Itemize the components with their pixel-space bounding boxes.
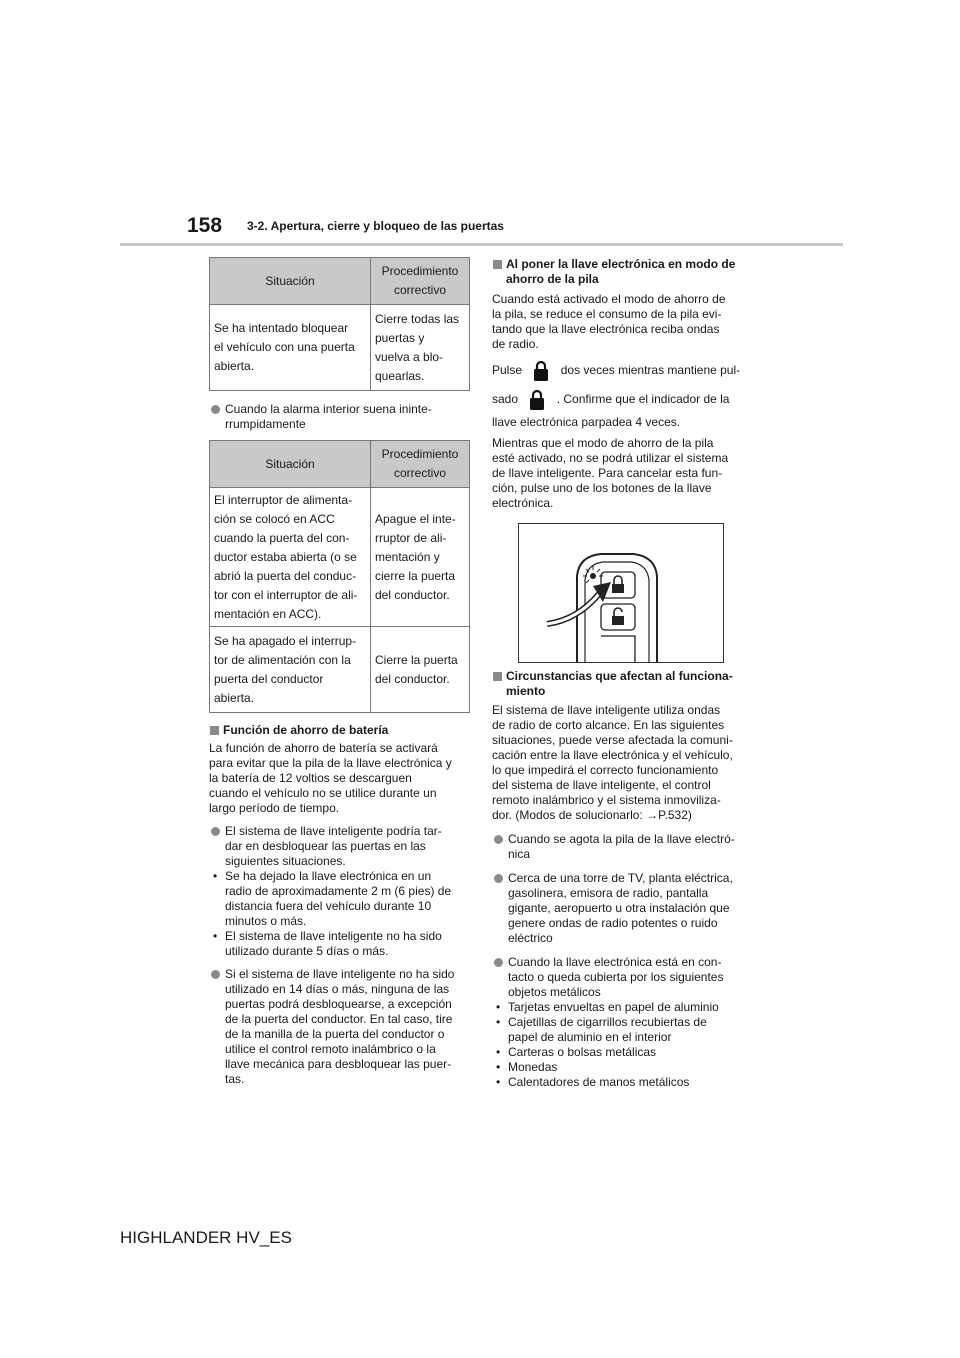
table-cell-situation: Se ha apagado el interrup- tor de alimentación con la puerta del conductor abierta. [210,627,371,713]
list-item: • Cajetillas de cigarrillos recubiertas de papel de aluminio en el interior [496,1014,707,1044]
bullet-dot-icon [494,874,503,883]
list-item: • Calentadores de manos metálicos [496,1074,690,1089]
bullet-dot-icon [211,405,220,414]
table-cell-procedure: Apague el inte- rruptor de ali- mentación y cierre la puerta del conductor. [371,488,470,627]
radio-interference-bullet: Cerca de una torre de TV, planta eléctrica, gasolinera, emisora de radio, pantalla gigante, aeropuerto u otra instalación que genere ondas de radio potentes o ruido eléctrico [492,871,754,946]
section-square-icon [210,726,219,735]
table-header-situation: Situación [210,441,371,488]
lock-button-icon [527,388,547,412]
battery-saving-intro: La función de ahorro de batería se activará para evitar que la pila de la llave electrónica y la batería de 12 voltios se descarguen cuando el vehículo no se utilice durante un largo período de tiempo. [209,741,452,815]
table-row [210,488,470,627]
bullet-dot-icon [494,958,503,967]
alarm-situation-table [209,440,470,713]
list-item: • Tarjetas envueltas en papel de aluminio [496,999,719,1014]
battery-saving-bullet: El sistema de llave inteligente podría tar- dar en desbloquear las puertas en las siguientes situaciones. [209,824,470,869]
lock-button-icon [531,359,551,383]
table-header-situation: Situación [210,258,371,305]
header-divider [120,243,843,246]
circumstances-heading: Circunstancias que afectan al funciona- miento [492,669,754,699]
unused-system-bullet: Si el sistema de llave inteligente no ha sido utilizado en 14 días o más, ninguna de las puertas podrá desbloquearse, a excepción de la puerta del conductor. En tal caso, tire de la manilla de la puerta del conductor o utilice el control remoto inalámbrico o la llave mecánica para desbloquear las puer- tas. [209,967,470,1087]
lock-situation-table [209,257,470,391]
pulse-instruction: Pulse dos veces mientras mantiene pul- [492,358,754,383]
list-item: • El sistema de llave inteligente no ha sido utilizado durante 5 días o más. [213,929,442,958]
right-column [492,257,754,1090]
table-header-procedure: Procedimiento correctivo [371,258,470,305]
table-cell-procedure: Cierre todas las puertas y vuelva a blo- quearlas. [371,305,470,391]
battery-saving-heading: Función de ahorro de batería [209,723,470,738]
list-item: • Monedas [496,1059,558,1074]
key-saving-cancel-paragraph: Mientras que el modo de ahorro de la pila esté activado, no se podrá utilizar el sistema de llave inteligente. Para cancelar esta fun- ción, pulse uno de los botones de la llave electrónica. [492,435,729,510]
circumstances-intro: El sistema de llave inteligente utiliza ondas de radio de corto alcance. En las siguientes situaciones, puede verse afectada la comuni- cación entre la llave electrónica y el vehículo, lo que impedirá el correcto funcionamiento del sistema de llave inteligente, el control remoto inalámbrico y el sistema inmoviliza- dor. (Modos de solucionarlo: →P.532) [492,702,733,822]
key-saving-paragraph: Cuando está activado el modo de ahorro de la pila, se reduce el consumo de la pila evi- tando que la llave electrónica reciba ondas de radio. [492,292,726,351]
bullet-dot-icon [211,970,220,979]
table-header-procedure: Procedimiento correctivo [371,441,470,488]
battery-depleted-bullet: Cuando se agota la pila de la llave electró- nica [492,832,754,862]
table-row [210,305,470,391]
section-square-icon [493,672,502,681]
table-cell-procedure: Cierre la puerta del conductor. [371,627,470,713]
key-fob-illustration [518,523,724,663]
list-item: • Carteras o bolsas metálicas [496,1044,657,1059]
page-number: 158 [187,214,223,237]
section-square-icon [493,260,502,269]
bullet-dot-icon [211,827,220,836]
footer-model-name: HIGHLANDER HV_ES [120,1228,292,1247]
table-cell-situation: El interruptor de alimenta- ción se colocó en ACC cuando la puerta del con- ductor estaba abierta (o se abrió la puerta del conduc- tor con el interruptor de ali- mentación en ACC). [210,488,371,627]
list-item: • Se ha dejado la llave electrónica en un radio de aproximadamente 2 m (6 pies) de distancia fuera del vehículo durante 10 minutos o más. [213,869,452,928]
metal-objects-bullet: Cuando la llave electrónica está en con- tacto o queda cubierta por los siguientes objetos metálicos [492,955,754,1000]
bullet-dot-icon [494,835,503,844]
alarm-bullet: Cuando la alarma interior suena ininte- rrumpidamente [209,402,470,432]
table-cell-situation: Se ha intentado bloquear el vehículo con una puerta abierta. [210,305,371,391]
section-title: 3-2. Apertura, cierre y bloqueo de las puertas [247,219,504,233]
sado-instruction: sado . Confirme que el indicador de la [492,387,754,412]
left-column [209,257,470,1087]
key-saving-heading: Al poner la llave electrónica en modo de ahorro de la pila [492,257,754,287]
table-row [210,627,470,713]
indicator-flash-text: llave electrónica parpadea 4 veces. [492,414,681,429]
